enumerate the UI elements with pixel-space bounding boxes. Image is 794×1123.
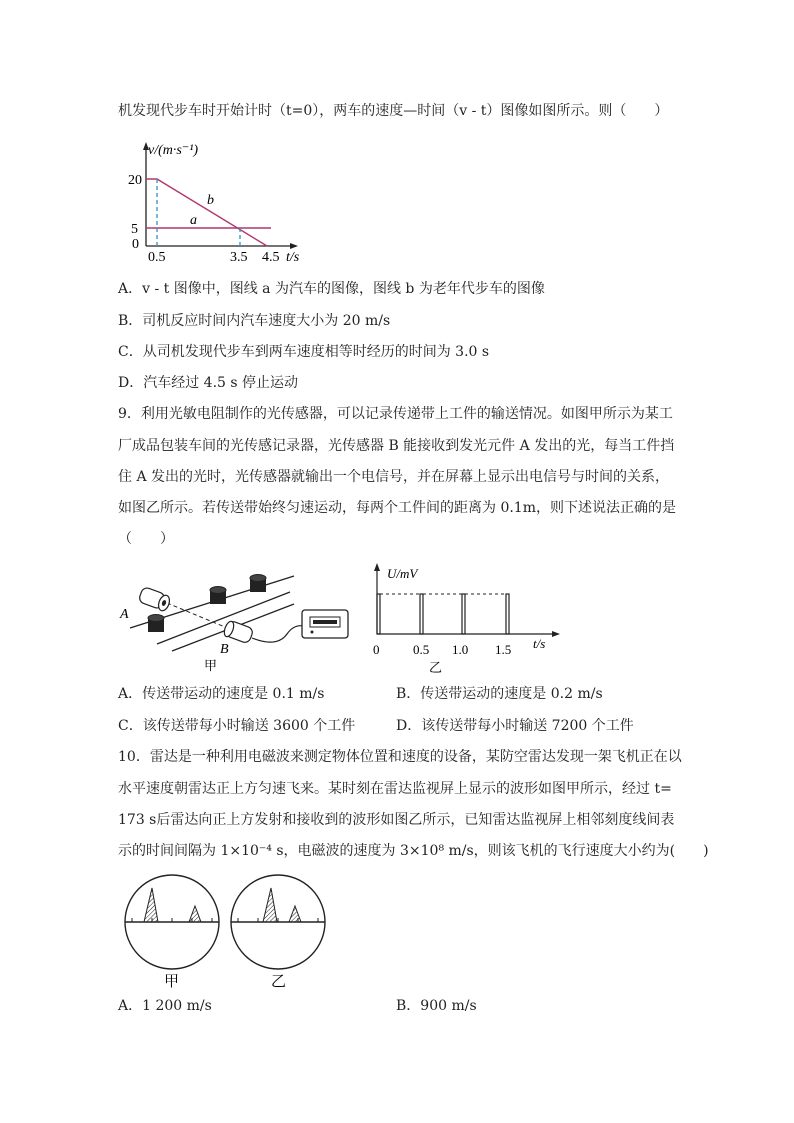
q9-stem-line-1: 9．利用光敏电阻制作的光传感器，可以记录传递带上工件的输送情况。如图甲所示为某工: [118, 406, 673, 422]
q10-option-a[interactable]: A．1 200 m/s: [118, 998, 212, 1014]
x-tick-4.5: 4.5: [262, 250, 280, 265]
origin-label: 0: [132, 237, 139, 252]
label-b: B: [220, 642, 229, 657]
q10-stem-line-2: 水平速度朝雷达正上方匀速飞来。某时刻在雷达监视屏上显示的波形如图甲所示，经过 t=: [118, 781, 672, 797]
vt-y-label: v/(m·s⁻¹): [148, 143, 199, 158]
q9-stem-line-3: 住 A 发出的光时，光传感器就输出一个电信号，并在屏幕上显示出电信号与时间的关系，: [118, 469, 670, 485]
q8-option-c[interactable]: C．从司机发现代步车到两车速度相等时经历的时间为 3.0 s: [118, 344, 490, 360]
y-tick-5: 5: [131, 222, 138, 237]
vt-graph: [128, 136, 308, 266]
q9-option-a[interactable]: A．传送带运动的速度是 0.1 m/s: [118, 686, 325, 702]
fig-b-caption: 乙: [429, 660, 443, 675]
radar-screen-b: [231, 875, 325, 969]
fig-a-caption: 甲: [204, 658, 218, 673]
q10-option-b[interactable]: B．900 m/s: [396, 998, 477, 1014]
q9-stem-line-2: 厂成品包装车间的光传感记录器，光传感器 B 能接收到发光元件 A 发出的光，每当工件挡: [118, 438, 675, 454]
radar-screens: [122, 874, 332, 994]
workpiece-3: [148, 615, 164, 633]
pulse-0: [377, 594, 380, 634]
label-a: A: [120, 607, 129, 622]
signal-tick-1.0: 1.0: [452, 642, 469, 657]
display-meter: [302, 610, 348, 638]
q9-stem-line-4: 如图乙所示。若传送带始终匀速运动，每两个工件间的距离为 0.1m，则下述说法正确的是: [118, 500, 676, 516]
x-tick-0.5: 0.5: [148, 250, 166, 265]
q10-stem-line-3: 173 s后雷达向正上方发射和接收到的波形如图乙所示，已知雷达监视屏上相邻刻度线间表: [118, 812, 675, 828]
x-tick-3.5: 3.5: [230, 250, 248, 265]
q8-option-a[interactable]: A．v - t 图像中，图线 a 为汽车的图像，图线 b 为老年代步车的图像: [118, 281, 545, 297]
radar-caption-b: 乙: [271, 974, 287, 990]
conveyor-figure: [112, 566, 362, 676]
line-b: [146, 179, 267, 246]
workpiece-1: [210, 587, 226, 605]
signal-tick-1.5: 1.5: [495, 642, 512, 657]
q9-option-d[interactable]: D．该传送带每小时输送 7200 个工件: [396, 718, 634, 734]
workpiece-2: [250, 575, 266, 593]
vt-x-label: t/s: [286, 250, 300, 265]
q10-stem-line-1: 10．雷达是一种利用电磁波来测定物体位置和速度的设备，某防空雷达发现一架飞机正在以: [118, 749, 682, 765]
q8-option-d[interactable]: D．汽车经过 4.5 s 停止运动: [118, 375, 299, 391]
line-a-label: a: [190, 213, 197, 228]
signal-x-label: t/s: [533, 636, 546, 651]
radar-screen-a: [125, 875, 219, 969]
q9-option-c[interactable]: C．该传送带每小时输送 3600 个工件: [118, 718, 356, 734]
vt-x-arrow: [290, 243, 298, 249]
q10-stem-line-4: 示的时间间隔为 1×10⁻⁴ s，电磁波的速度为 3×10⁸ m/s，则该飞机的飞行速度大小约为( ): [118, 843, 709, 859]
signal-graph: [365, 560, 565, 680]
cable: [252, 626, 304, 643]
emitter-a: [138, 586, 171, 612]
q8-stem: 机发现代步车时开始计时（t=0），两车的速度—时间（v - t）图像如图所示。则（ ）: [118, 103, 669, 119]
radar-caption-a: 甲: [164, 974, 180, 990]
signal-tick-0: 0: [373, 642, 380, 657]
receiver-b: [223, 620, 254, 644]
pulse-3: [506, 594, 509, 634]
pulse-1: [420, 594, 423, 634]
q9-option-b[interactable]: B．传送带运动的速度是 0.2 m/s: [396, 686, 603, 702]
q9-stem-line-5: （ ）: [118, 531, 174, 547]
signal-y-label: U/mV: [387, 566, 418, 581]
line-b-label: b: [207, 193, 214, 208]
signal-tick-0.5: 0.5: [413, 642, 430, 657]
pulse-2: [462, 594, 465, 634]
y-tick-20: 20: [128, 173, 142, 188]
q8-option-b[interactable]: B．司机反应时间内汽车速度大小为 20 m/s: [118, 313, 391, 329]
